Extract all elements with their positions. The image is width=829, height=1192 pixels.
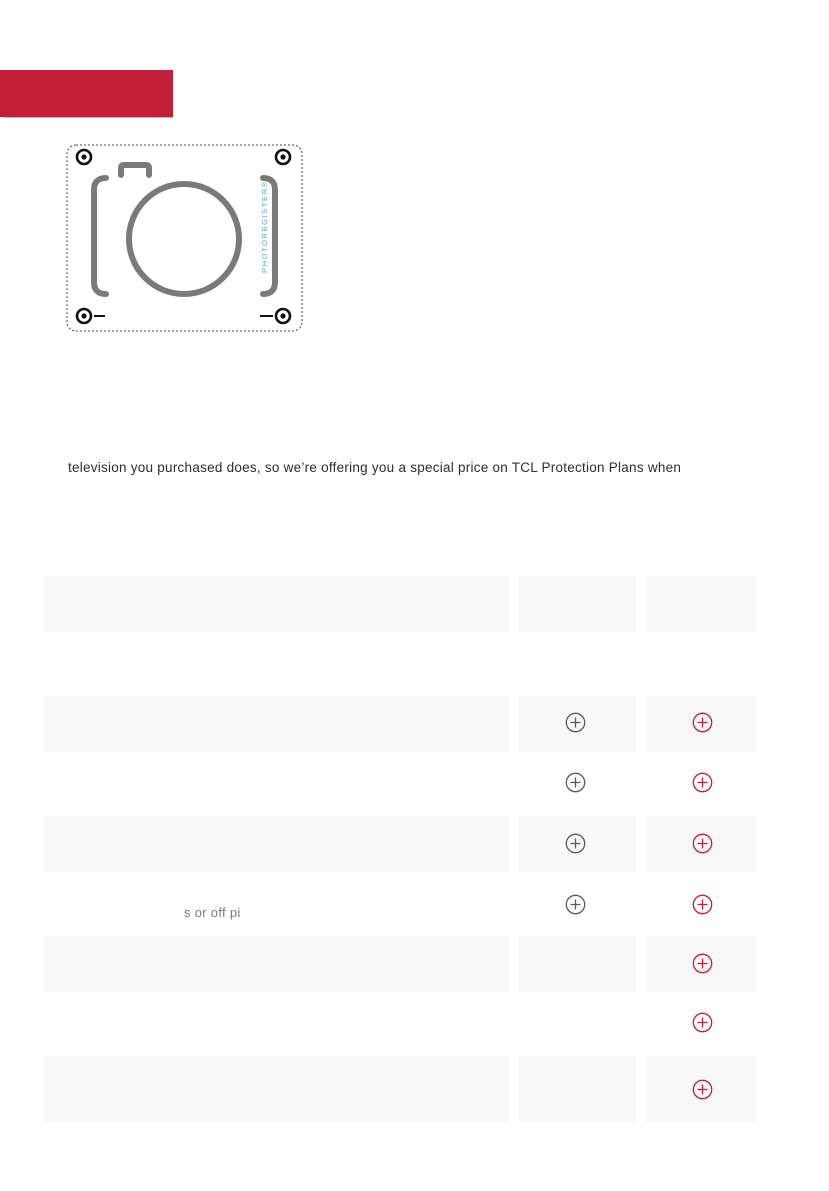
plus-circle-icon (692, 894, 713, 915)
table-header-cell (519, 576, 636, 632)
plus-circle-icon (692, 833, 713, 854)
plus-circle-icon (565, 712, 586, 733)
plus-circle-icon (692, 1012, 713, 1033)
plus-circle-icon (565, 772, 586, 793)
feature-label-fragment: s or off pi (184, 905, 241, 920)
corner-marker-top-right (276, 150, 290, 164)
table-row (43, 816, 510, 872)
corner-marker-bottom-left (77, 309, 105, 323)
table-header-cell (646, 576, 757, 632)
plus-circle-icon (565, 833, 586, 854)
plus-circle-icon (692, 1079, 713, 1100)
banner-underline (3, 117, 173, 118)
plus-circle-icon (692, 712, 713, 733)
table-row (43, 1056, 510, 1122)
table-row (43, 696, 510, 752)
plus-circle-icon (692, 772, 713, 793)
photoregister-label: PHOTOREGISTER® (260, 180, 269, 273)
section-header-banner (0, 70, 173, 117)
intro-paragraph: television you purchased does, so we’re offering you a special price on TCL Protection Plans when (68, 460, 682, 475)
plus-circle-icon (565, 894, 586, 915)
corner-marker-top-left (77, 150, 91, 164)
table-cell (519, 1056, 636, 1122)
plus-circle-icon (692, 953, 713, 974)
photoregister-frame (66, 144, 303, 332)
camera-icon (94, 165, 275, 294)
table-row (43, 936, 510, 992)
table-cell (519, 936, 636, 992)
corner-marker-bottom-right (260, 309, 290, 323)
table-header-row (43, 576, 510, 632)
